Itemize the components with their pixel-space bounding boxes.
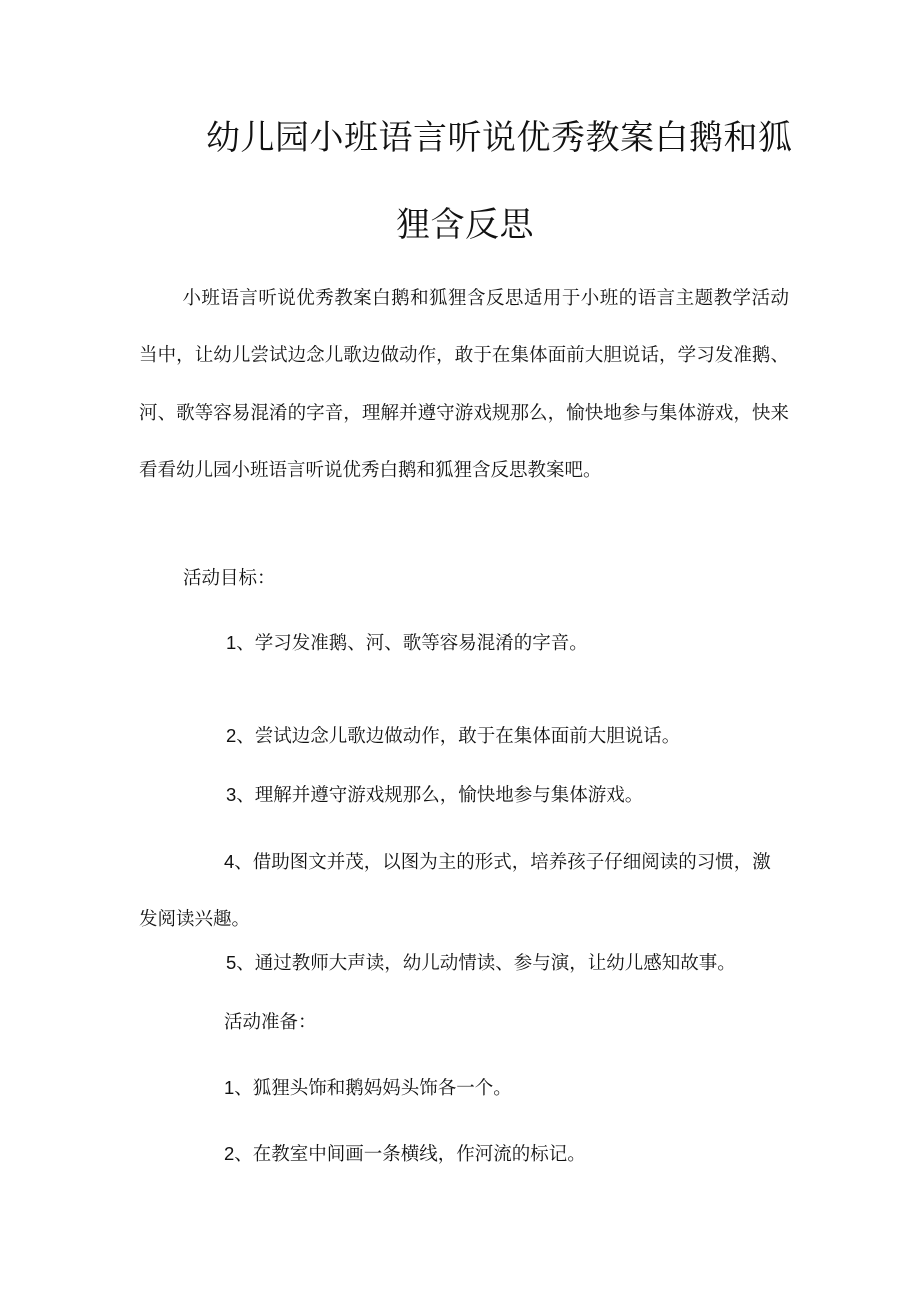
prep-text: 、在教室中间画一条横线，作河流的标记。 bbox=[234, 1144, 586, 1165]
goal-item-4 bbox=[139, 833, 789, 949]
goal-item-5 bbox=[226, 950, 736, 977]
goal-text: 、通过教师大声读，幼儿动情读、参与演，让幼儿感知故事。 bbox=[236, 953, 736, 974]
goal-text: 、理解并遵守游戏规那么，愉快地参与集体游戏。 bbox=[236, 785, 644, 806]
document-title-line-2: 狸含反思 bbox=[396, 205, 534, 245]
goal-text: 、尝试边念儿歌边做动作，敢于在集体面前大胆说话。 bbox=[236, 726, 681, 747]
prep-heading: 活动准备： bbox=[224, 1012, 317, 1033]
goal-number: 4 bbox=[224, 851, 235, 872]
goal-text: 、学习发准鹅、河、歌等容易混淆的字音。 bbox=[236, 633, 588, 654]
prep-number: 2 bbox=[224, 1143, 235, 1164]
goal-number: 1 bbox=[226, 632, 237, 653]
prep-item-1 bbox=[224, 1075, 512, 1102]
goal-item-2 bbox=[226, 723, 680, 750]
intro-text: 小班语言听说优秀教案白鹅和狐狸含反思适用于小班的语言主题教学活动当中，让幼儿尝试边念儿歌边做动作，敢于在集体面前大胆说话，学习发准鹅、河、歌等容易混淆的字音，理解并遵守游戏规那么，愉快地参与集体游戏，快来看看幼儿园小班语言听说优秀白鹅和狐狸含反思教案吧。 bbox=[139, 288, 789, 482]
prep-number: 1 bbox=[224, 1077, 235, 1098]
document-title-line-1: 幼儿园小班语言听说优秀教案白鹅和狐 bbox=[206, 118, 793, 158]
goal-item-3 bbox=[226, 782, 643, 809]
goal-item-1 bbox=[226, 630, 588, 657]
goal-text: 、借助图文并茂，以图为主的形式，培养孩子仔细阅读的习惯，激发阅读兴趣。 bbox=[139, 852, 771, 931]
prep-text: 、狐狸头饰和鹅妈妈头饰各一个。 bbox=[234, 1078, 512, 1099]
goals-heading: 活动目标： bbox=[183, 568, 276, 589]
goal-number: 3 bbox=[226, 784, 237, 805]
goal-number: 5 bbox=[226, 952, 237, 973]
prep-item-2 bbox=[224, 1141, 586, 1168]
goal-number: 2 bbox=[226, 725, 237, 746]
intro-paragraph bbox=[139, 270, 789, 500]
